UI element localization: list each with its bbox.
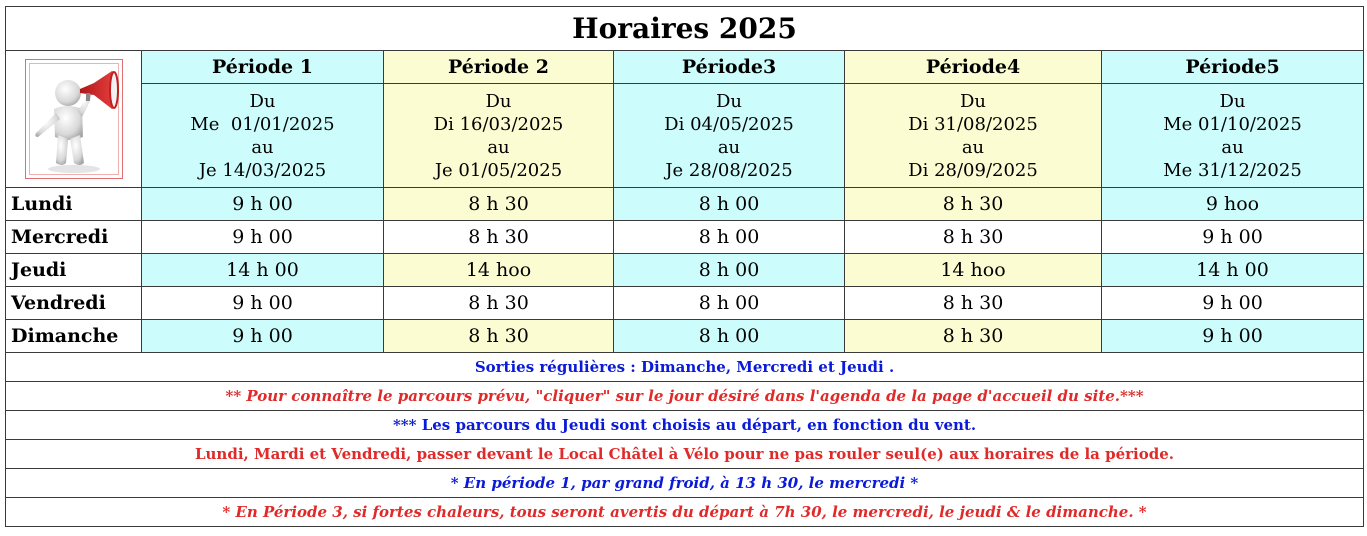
date-start: Di 31/08/2025: [908, 113, 1038, 135]
date-au: au: [1221, 136, 1244, 158]
date-au: au: [487, 136, 510, 158]
period-4-header: Période4: [845, 51, 1102, 84]
time-cell: 9 h 00: [1102, 221, 1364, 254]
time-cell: 8 h 30: [384, 320, 614, 353]
time-cell: 14 h 00: [142, 254, 384, 287]
date-end: Je 01/05/2025: [434, 159, 563, 181]
date-du: Du: [959, 90, 987, 112]
time-cell: 9 hoo: [1102, 188, 1364, 221]
time-cell: 8 h 00: [614, 188, 845, 221]
day-name: Lundi: [6, 188, 142, 221]
date-au: au: [961, 136, 985, 158]
period-5-dates: [1102, 84, 1364, 188]
date-du: Du: [249, 90, 276, 112]
date-end: Je 14/03/2025: [198, 159, 327, 181]
note-route-info: ** Pour connaître le parcours prévu, "cliquer" sur le jour désiré dans l'agenda de la page d'accueil du site.***: [6, 382, 1364, 411]
time-cell: 8 h 00: [614, 254, 845, 287]
period-2-dates: [384, 84, 614, 188]
date-end: Me 31/12/2025: [1163, 159, 1302, 181]
time-cell: 9 h 00: [142, 188, 384, 221]
date-end: Je 28/08/2025: [665, 159, 793, 181]
date-start: Me 01/10/2025: [1163, 113, 1302, 135]
megaphone-figure-svg: [28, 63, 120, 175]
note-regular-outings: Sorties régulières : Dimanche, Mercredi et Jeudi .: [6, 353, 1364, 382]
time-cell: 9 h 00: [1102, 287, 1364, 320]
time-cell: 14 hoo: [845, 254, 1102, 287]
day-row-jeudi: [6, 254, 1364, 287]
time-cell: 8 h 00: [614, 221, 845, 254]
date-au: au: [251, 136, 274, 158]
time-cell: 9 h 00: [142, 221, 384, 254]
note-meeting-point: Lundi, Mardi et Vendredi, passer devant le Local Châtel à Vélo pour ne pas rouler seul(e) aux horaires de la période.: [6, 440, 1364, 469]
time-cell: 9 h 00: [142, 320, 384, 353]
day-name: Jeudi: [6, 254, 142, 287]
megaphone-figure-icon: [25, 59, 123, 179]
day-name: Mercredi: [6, 221, 142, 254]
period-3-dates: [614, 84, 845, 188]
period-1-header: Période 1: [142, 51, 384, 84]
time-cell: 8 h 30: [384, 287, 614, 320]
time-cell: 8 h 30: [845, 287, 1102, 320]
time-cell: 8 h 30: [384, 221, 614, 254]
time-cell: 8 h 00: [614, 320, 845, 353]
day-name: Dimanche: [6, 320, 142, 353]
day-name: Vendredi: [6, 287, 142, 320]
note-thursday-routes: *** Les parcours du Jeudi sont choisis au départ, en fonction du vent.: [6, 411, 1364, 440]
time-cell: 8 h 30: [845, 188, 1102, 221]
day-row-mercredi: [6, 221, 1364, 254]
time-cell: 8 h 30: [845, 221, 1102, 254]
page-title: Horaires 2025: [6, 7, 1364, 51]
time-cell: 8 h 30: [845, 320, 1102, 353]
period-5-header: Période5: [1102, 51, 1364, 84]
note-cold-weather: * En période 1, par grand froid, à 13 h 30, le mercredi *: [6, 469, 1364, 498]
time-cell: 9 h 00: [142, 287, 384, 320]
time-cell: 8 h 00: [614, 287, 845, 320]
time-cell: 8 h 30: [384, 188, 614, 221]
period-3-header: Période3: [614, 51, 845, 84]
period-4-dates: [845, 84, 1102, 188]
time-cell: 14 h 00: [1102, 254, 1364, 287]
date-au: au: [717, 136, 741, 158]
date-start: Di 04/05/2025: [664, 113, 794, 135]
period-2-header: Période 2: [384, 51, 614, 84]
note-hot-weather: * En Période 3, si fortes chaleurs, tous seront avertis du départ à 7h 30, le mercredi, le jeudi & le dimanche. *: [6, 498, 1364, 527]
date-du: Du: [485, 90, 512, 112]
period-1-dates: [142, 84, 384, 188]
date-du: Du: [715, 90, 743, 112]
date-start: Di 16/03/2025: [433, 113, 564, 135]
date-end: Di 28/09/2025: [908, 159, 1038, 181]
date-du: Du: [1219, 90, 1246, 112]
day-row-vendredi: [6, 287, 1364, 320]
time-cell: 9 h 00: [1102, 320, 1364, 353]
day-row-dimanche: [6, 320, 1364, 353]
time-cell: 14 hoo: [384, 254, 614, 287]
schedule-table: [5, 6, 1364, 527]
day-row-lundi: [6, 188, 1364, 221]
logo-cell: [6, 51, 142, 188]
date-start: Me 01/01/2025: [190, 113, 335, 135]
